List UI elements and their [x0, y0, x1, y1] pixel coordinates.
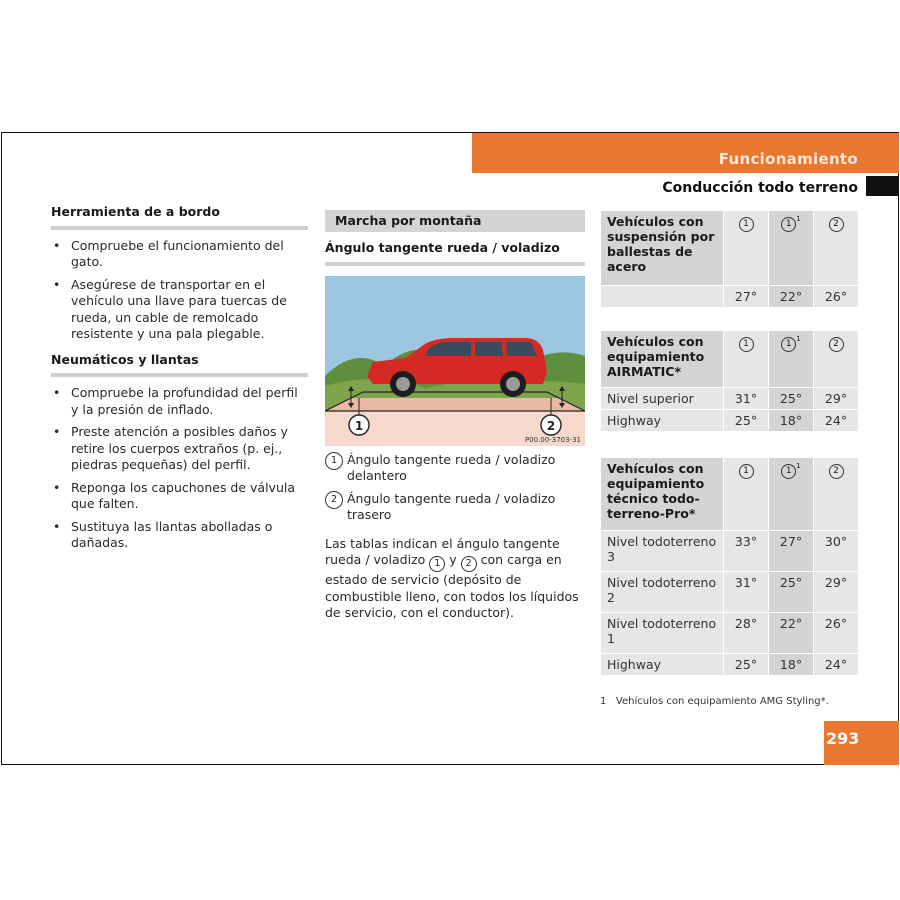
para-text-y: y — [449, 552, 457, 567]
section-title: Funcionamiento — [718, 150, 858, 168]
cell: 31° — [724, 572, 769, 613]
inline-marker-1: 1 — [429, 556, 445, 572]
list-item: • Sustituya las llantas abolladas o dañadas. — [51, 519, 308, 552]
column-left — [51, 204, 308, 561]
cell: 33° — [724, 531, 769, 572]
col-header: 1 — [724, 211, 769, 286]
col-header: 2 — [814, 331, 859, 388]
heading-tyres: Neumáticos y llantas — [51, 352, 308, 378]
para-text-b: con carga en estado de servicio (depósito de combustible lleno, con todos los líquidos de servicio, con el conductor). — [325, 552, 579, 620]
cell: 27° — [724, 286, 769, 308]
legend-item — [325, 491, 585, 524]
list-item: • Compruebe el funcionamiento del gato. — [51, 238, 308, 271]
suv-figure — [325, 276, 585, 446]
table-steel-suspension — [600, 210, 859, 308]
cell: 25° — [724, 410, 769, 432]
row-label: Highway — [601, 410, 724, 432]
legend-text: Ángulo tangente rueda / voladizo delantero — [347, 451, 556, 483]
legend-item — [325, 452, 585, 485]
table-title: Vehículos con equipamiento técnico todo-terreno-Pro* — [601, 458, 724, 531]
inline-marker-2: 2 — [461, 556, 477, 572]
vehicle-illustration — [325, 276, 585, 446]
col-header: 2 — [814, 211, 859, 286]
cell: 22° — [769, 613, 814, 654]
list-tyres — [51, 385, 308, 552]
cell: 30° — [814, 531, 859, 572]
list-item: • Compruebe la profundidad del perfil y la presión de inflado. — [51, 385, 308, 418]
cell: 29° — [814, 388, 859, 410]
row-label — [601, 286, 724, 308]
marker-2: 2 — [546, 418, 556, 433]
cell: 25° — [769, 572, 814, 613]
cell: 25° — [769, 388, 814, 410]
cell: 25° — [724, 654, 769, 676]
col-header: 2 — [814, 458, 859, 531]
legend-num: 2 — [325, 491, 343, 509]
description-paragraph — [325, 536, 585, 622]
cell: 18° — [769, 654, 814, 676]
marker-1: 1 — [354, 418, 364, 433]
cell: 28° — [724, 613, 769, 654]
cell: 18° — [769, 410, 814, 432]
footnote — [600, 696, 829, 707]
column-middle — [325, 210, 585, 622]
row-label: Nivel superior — [601, 388, 724, 410]
footnote-text: Vehículos con equipamiento AMG Styling*. — [615, 696, 829, 707]
table-title: Vehículos con suspensión por ballestas de acero — [601, 211, 724, 286]
cell: 24° — [814, 410, 859, 432]
row-label: Nivel todoterreno 3 — [601, 531, 724, 572]
legend-text: Ángulo tangente rueda / voladizo trasero — [347, 490, 556, 522]
cell: 26° — [814, 613, 859, 654]
heading-tools: Herramienta de a bordo — [51, 204, 308, 230]
list-item: • Asegúrese de transportar en el vehículo una llave para tuercas de rueda, un cable de remolcado resistente y una pala plegable. — [51, 277, 308, 343]
list-item: • Reponga los capuchones de válvula que falten. — [51, 480, 308, 513]
col-header: $1^1$ — [769, 331, 814, 388]
col-header: $1^1$ — [769, 458, 814, 531]
cell: 29° — [814, 572, 859, 613]
row-label: Nivel todoterreno 2 — [601, 572, 724, 613]
row-label: Nivel todoterreno 1 — [601, 613, 724, 654]
col-header: 1 — [724, 331, 769, 388]
footnote-number: 1 — [600, 696, 607, 707]
subheading-angle: Ángulo tangente rueda / voladizo — [325, 240, 585, 266]
thumb-tab — [866, 176, 899, 196]
list-item: • Preste atención a posibles daños y retire los cuerpos extraños (p. ej., piedras pequeñas) del perfil. — [51, 424, 308, 474]
figure-code: P00.00-3703-31 — [524, 435, 581, 444]
cell: 22° — [769, 286, 814, 308]
page-number: 293 — [824, 721, 899, 765]
table-title: Vehículos con equipamiento AIRMATIC* — [601, 331, 724, 388]
legend-num: 1 — [325, 452, 343, 470]
col-header: $1^1$ — [769, 211, 814, 286]
list-tools — [51, 238, 308, 343]
cell: 26° — [814, 286, 859, 308]
cell: 27° — [769, 531, 814, 572]
row-label: Highway — [601, 654, 724, 676]
subsection-title: Conducción todo terreno — [662, 180, 858, 196]
para-text-a: Las tablas indican el ángulo tangente rueda / voladizo — [325, 535, 560, 567]
heading-mountain: Marcha por montaña — [325, 210, 585, 232]
cell: 24° — [814, 654, 859, 676]
table-airmatic — [600, 330, 859, 432]
col-header: 1 — [724, 458, 769, 531]
table-offroad-pro — [600, 457, 859, 676]
cell: 31° — [724, 388, 769, 410]
